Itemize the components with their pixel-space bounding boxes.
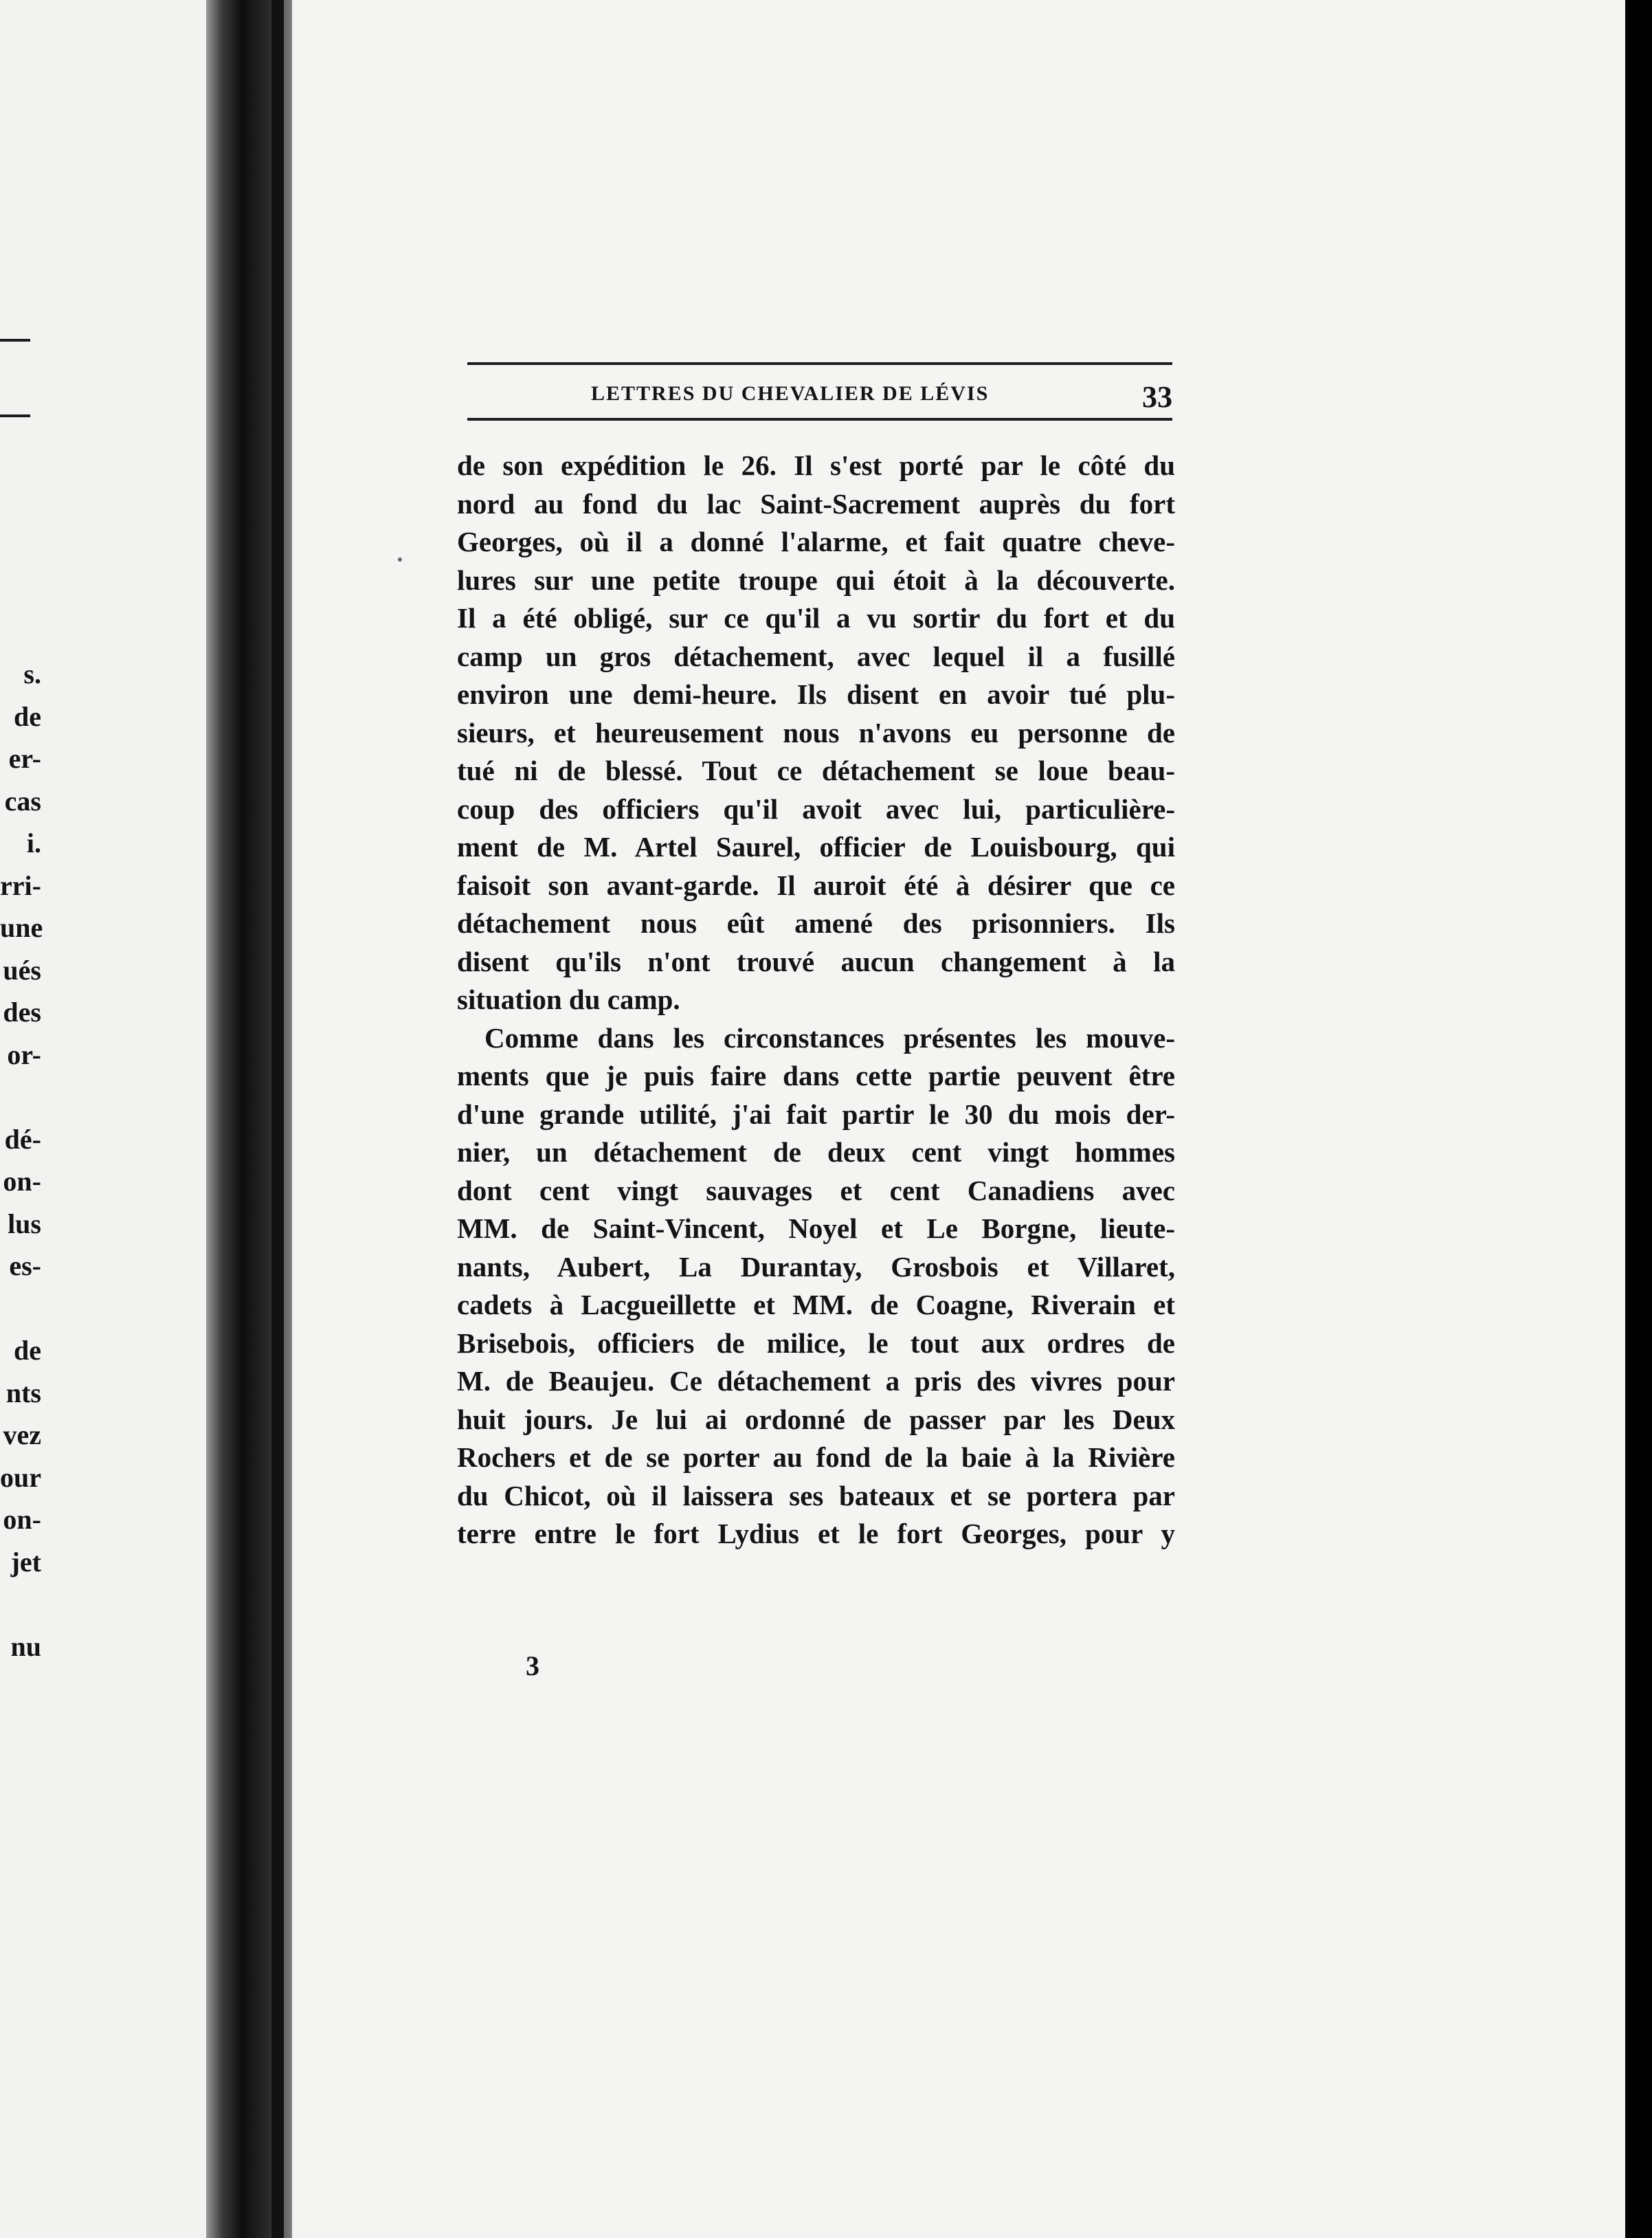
scan-edge <box>1625 0 1652 2238</box>
page-number: 33 <box>1142 380 1172 414</box>
text-line: Comme dans les circonstances présentes les mouve- <box>484 1021 1175 1054</box>
text-line: faisoit son avant-garde. Il auroit été à désirer que ce <box>457 869 1175 901</box>
left-fragment: jet <box>10 1546 41 1577</box>
left-fragment: er- <box>8 743 41 774</box>
left-fragment: de <box>14 700 41 732</box>
text-line: Rochers et de se porter au fond de la baie à la Rivière <box>457 1441 1175 1473</box>
text-line: tué ni de blessé. Tout ce détachement se loue beau- <box>457 755 1175 786</box>
left-fragment: nu <box>10 1630 41 1662</box>
text-line: Brisebois, officiers de milice, le tout aux ordres de <box>457 1327 1175 1359</box>
left-page-rule-top <box>0 339 30 342</box>
left-fragment: vez <box>3 1419 41 1450</box>
text-line: situation du camp. <box>457 984 680 1015</box>
left-fragment: dé- <box>4 1123 41 1155</box>
text-line: nants, Aubert, La Durantay, Grosbois et Villaret, <box>457 1250 1175 1283</box>
header-rule-bottom <box>467 418 1172 421</box>
text-line: sieurs, et heureusement nous n'avons eu personne de <box>457 716 1175 749</box>
left-fragment: des <box>3 997 41 1028</box>
left-fragment: s. <box>23 658 41 689</box>
left-fragment: cas <box>4 785 41 817</box>
left-fragment: ués <box>3 954 41 986</box>
text-line: détachement nous eût amené des prisonniers. Ils <box>457 907 1175 939</box>
left-fragment: lus <box>8 1208 41 1239</box>
text-line: lures sur une petite troupe qui étoit à la découverte. <box>457 564 1175 596</box>
text-line: cadets à Lacgueillette et MM. de Coagne, Riverain et <box>457 1289 1175 1320</box>
text-line: terre entre le fort Lydius et le fort Georges, pour y <box>457 1518 1175 1549</box>
left-facing-page <box>0 0 227 2238</box>
left-fragment: on- <box>3 1504 41 1535</box>
left-fragment: de <box>14 1335 41 1366</box>
text-line: de son expédition le 26. Il s'est porté par le côté du <box>457 450 1175 481</box>
text-line: Il a été obligé, sur ce qu'il a vu sortir du fort et du <box>457 602 1175 634</box>
text-line: camp un gros détachement, avec lequel il a fusillé <box>457 640 1175 672</box>
text-line: environ une demi-heure. Ils disent en avoir tué plu- <box>457 678 1175 710</box>
text-line: coup des officiers qu'il avoit avec lui, particulière- <box>457 793 1175 825</box>
left-fragment: es- <box>9 1250 41 1281</box>
left-fragment: or- <box>7 1039 41 1070</box>
left-page-line-endings <box>0 653 41 1668</box>
text-line: du Chicot, où il laissera ses bateaux et se portera par <box>457 1479 1175 1511</box>
text-line: huit jours. Je lui ai ordonné de passer par les Deux <box>457 1403 1175 1435</box>
text-line: ments que je puis faire dans cette partie peuvent être <box>457 1060 1175 1092</box>
left-fragment: rri- <box>0 869 41 901</box>
text-line: nier, un détachement de deux cent vingt hommes <box>457 1136 1175 1168</box>
book-spine <box>271 0 284 2238</box>
left-fragment: une <box>0 912 43 943</box>
left-fragment: on- <box>3 1166 41 1197</box>
left-fragment: our <box>0 1461 41 1493</box>
signature-mark: 3 <box>526 1650 539 1681</box>
left-fragment <box>0 1287 41 1330</box>
left-fragment: nts <box>5 1377 41 1408</box>
text-line: M. de Beaujeu. Ce détachement a pris des vivres pour <box>457 1365 1175 1397</box>
left-fragment <box>0 1583 41 1626</box>
header-rule-top <box>467 362 1172 365</box>
text-line: MM. de Saint-Vincent, Noyel et Le Borgne, lieute- <box>457 1212 1175 1244</box>
left-fragment <box>0 1076 41 1118</box>
text-line: nord au fond du lac Saint-Sacrement auprès du fort <box>457 487 1175 520</box>
text-line: disent qu'ils n'ont trouvé aucun changement à la <box>457 945 1175 977</box>
text-line: dont cent vingt sauvages et cent Canadiens avec <box>457 1174 1175 1206</box>
left-fragment: i. <box>26 828 41 858</box>
page-speck <box>398 557 402 562</box>
left-page-rule-bottom <box>0 414 30 417</box>
text-line: ment de M. Artel Saurel, officier de Louisbourg, qui <box>457 831 1175 863</box>
running-title: LETTRES DU CHEVALIER DE LÉVIS <box>591 382 990 405</box>
text-line: d'une grande utilité, j'ai fait partir le 30 du mois der- <box>457 1098 1175 1130</box>
body-text <box>457 447 1175 1553</box>
text-line: Georges, où il a donné l'alarme, et fait quatre cheve- <box>457 526 1175 557</box>
running-head <box>467 379 1172 418</box>
